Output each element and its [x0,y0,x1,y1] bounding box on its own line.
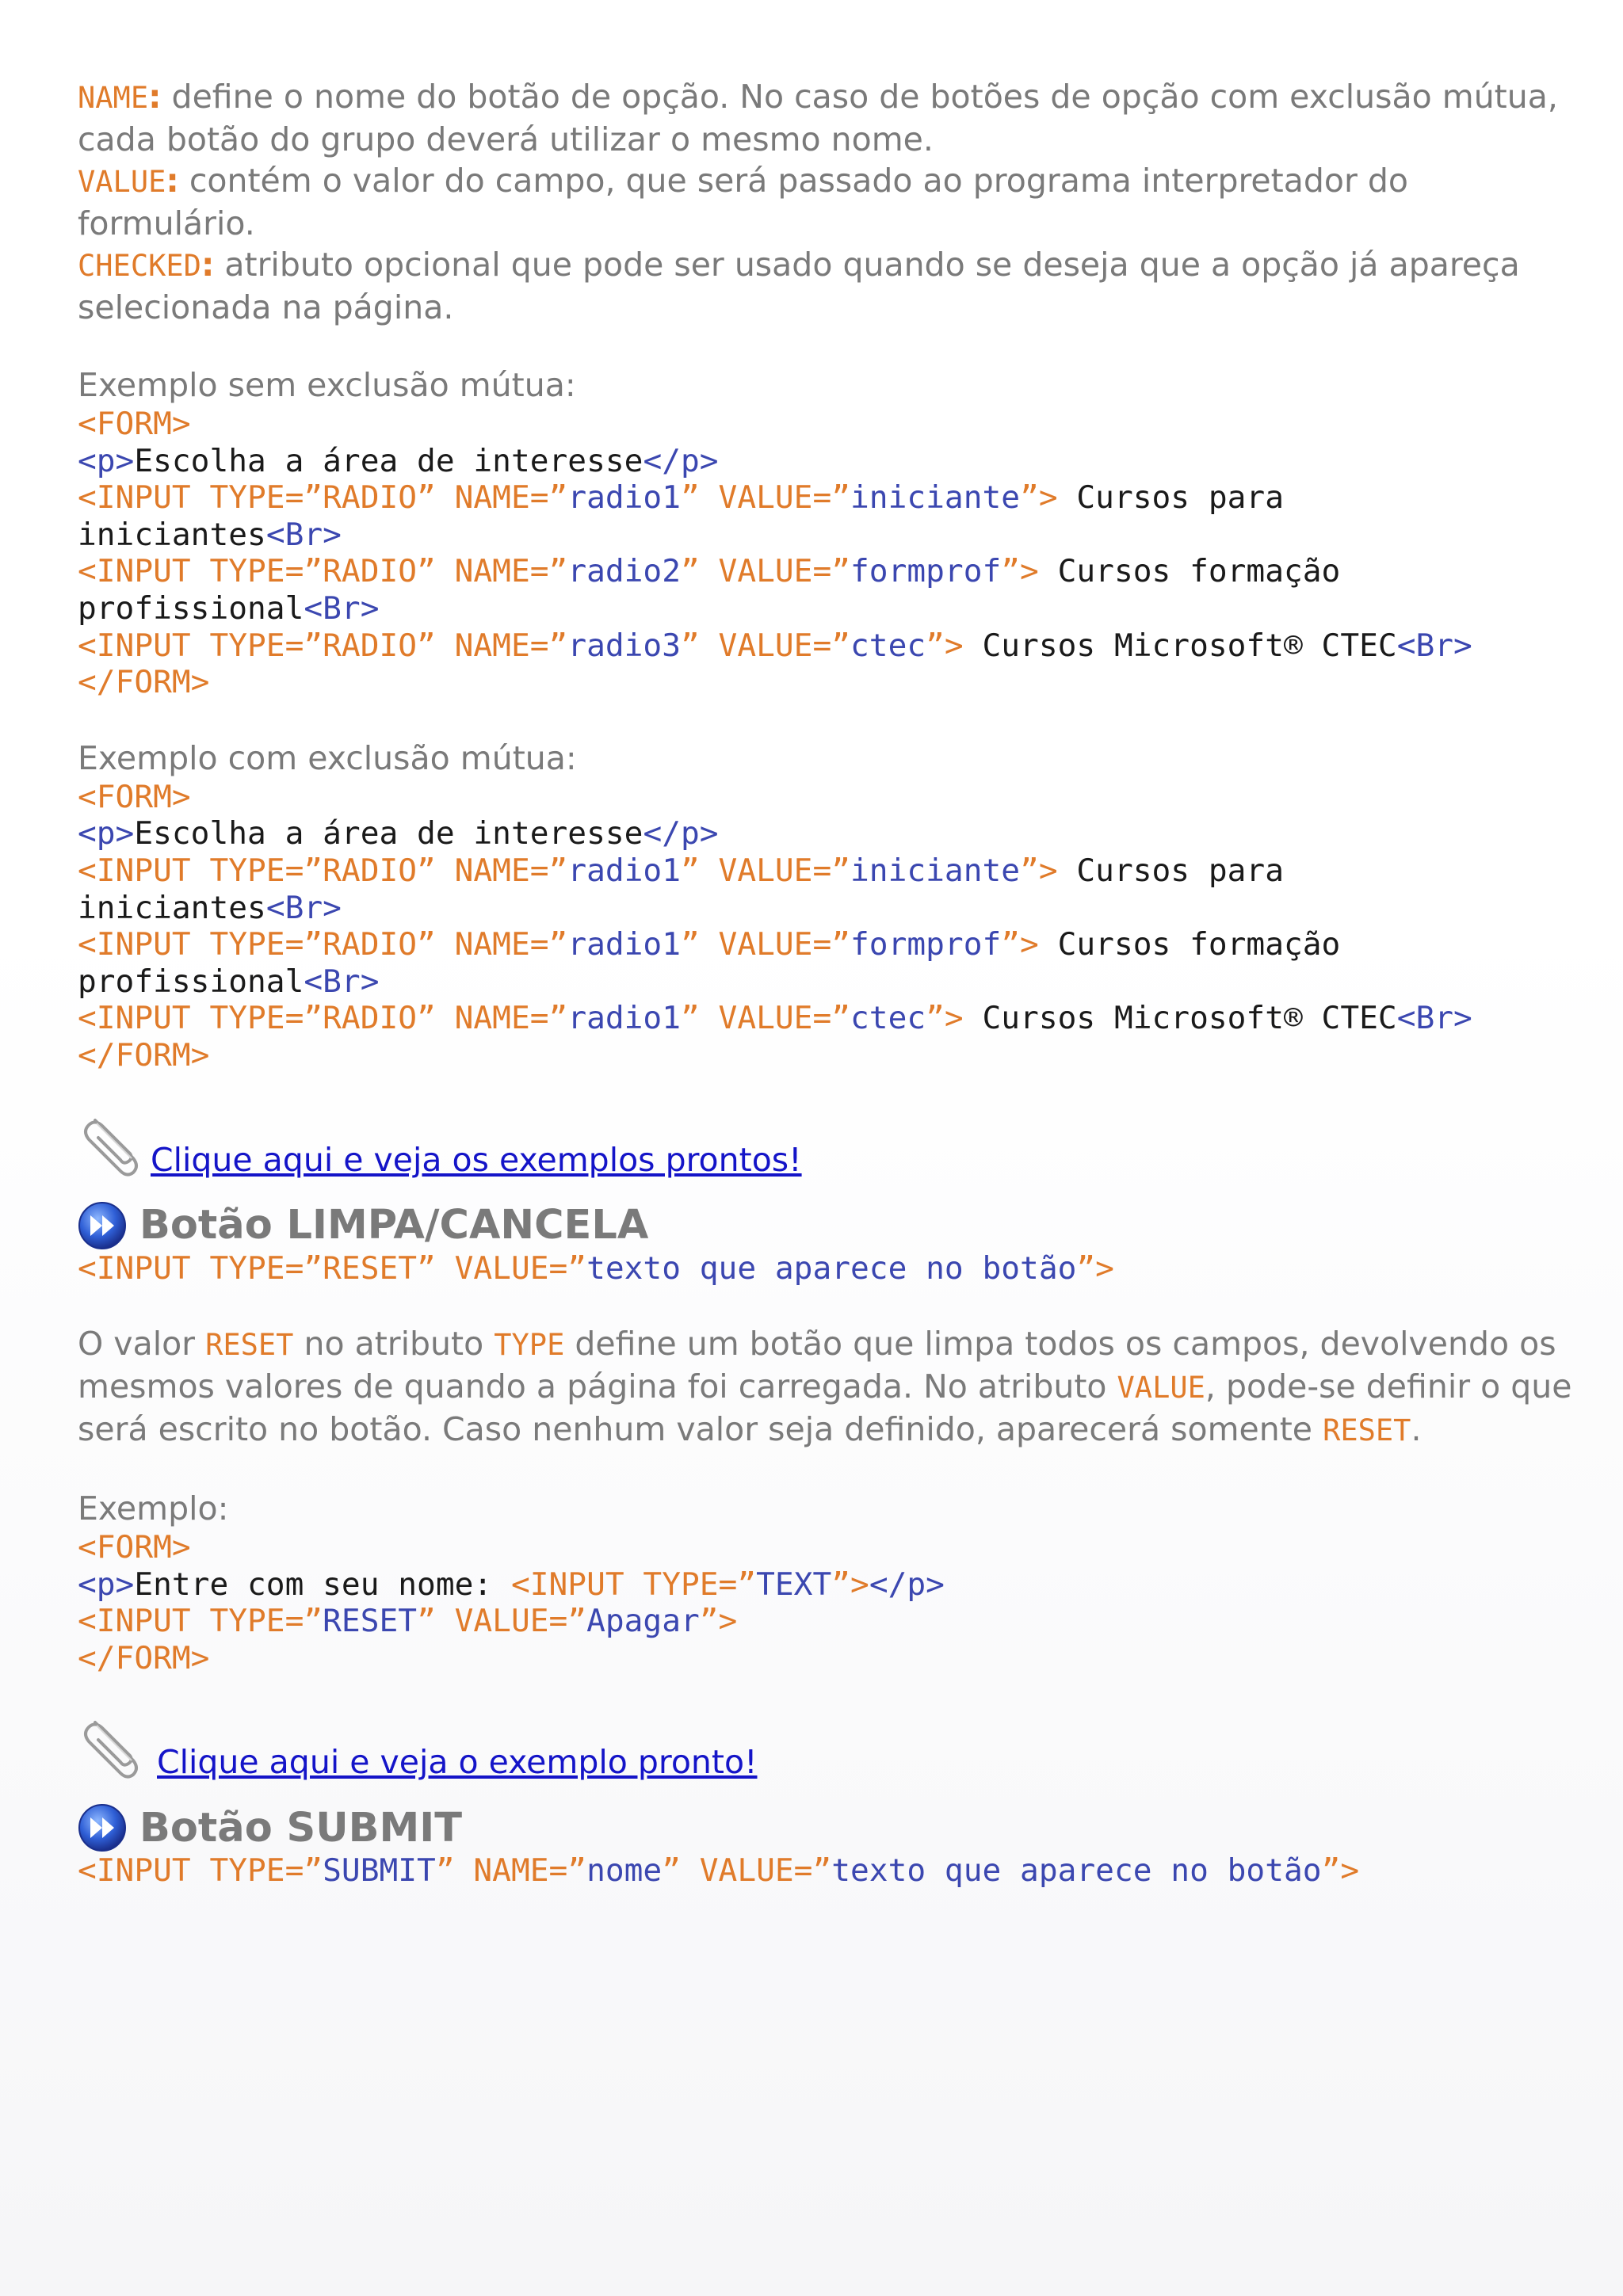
reset-section-heading [78,1201,1583,1250]
example2-code: <FORM> <p>Escolha a área de interesse</p> <INPUT TYPE=”RADIO” NAME=”radio1” VALUE=”iniciante”> Cursos para iniciantes<Br> <INPUT TYPE=”RADIO” NAME=”radio1” VALUE=”formprof”> Cursos formação profissional<Br> <INPUT TYPE=”RADIO” NAME=”radio1” VALUE=”ctec”> Cursos Microsoft® CTEC<Br> </FORM> [78,778,1472,1074]
value-keyword: VALUE [78,165,166,199]
examples-link[interactable]: Clique aqui e veja os exemplos prontos! [151,1140,802,1179]
submit-section-heading [78,1803,1583,1852]
reset-section-title: Botão LIMPA/CANCELA [139,1202,649,1249]
value-description: contém o valor do campo, que será passado ao programa interpretador do formulário. [78,162,1408,242]
reset-syntax: <INPUT TYPE=”RESET” VALUE=”texto que aparece no botão”> [78,1249,1114,1287]
checked-description: atributo opcional que pode ser usado quando se deseja que a opção já apareça selecionada na página. [78,246,1520,326]
example1-title: Exemplo sem exclusão mútua: [78,366,576,404]
attr-definitions: NAME: define o nome do botão de opção. No caso de botões de opção com exclusão mútua, cada botão do grupo deverá utilizar o mesmo nome. VALUE: contém o valor do campo, que será passado ao programa interpretador do formulário. CHECKED: atributo opcional que pode ser usado quando se deseja que a opção já apareça selecionada na página. [78,78,1558,326]
submit-section-title: Botão SUBMIT [139,1804,463,1852]
example-link-row [78,1708,1583,1781]
paperclip-icon [78,1711,146,1781]
name-description: define o nome do botão de opção. No caso de botões de opção com exclusão mútua, cada botão do grupo deverá utilizar o mesmo nome. [78,78,1558,158]
submit-syntax: <INPUT TYPE=”SUBMIT” NAME=”nome” VALUE=”texto que aparece no botão”> [78,1852,1360,1890]
paperclip-icon [78,1109,146,1179]
example2-title: Exemplo com exclusão mútua: [78,738,577,777]
examples-link-row [78,1106,1583,1179]
fast-forward-icon [78,1201,127,1250]
document-content [78,76,1583,1890]
reset-description: O valor RESET no atributo TYPE define um botão que limpa todos os campos, devolvendo os mesmos valores de quando a página foi carregada. No atributo VALUE, pode-se definir o que será escrito no botão. Caso nenhum valor seja definido, aparecerá somente RESET. [78,1325,1572,1449]
example1-code: <FORM> <p>Escolha a área de interesse</p> <INPUT TYPE=”RADIO” NAME=”radio1” VALUE=”iniciante”> Cursos para iniciantes<Br> <INPUT TYPE=”RADIO” NAME=”radio2” VALUE=”formprof”> Cursos formação profissional<Br> <INPUT TYPE=”RADIO” NAME=”radio3” VALUE=”ctec”> Cursos Microsoft® CTEC<Br> </FORM> [78,406,1472,701]
fast-forward-icon [78,1803,127,1852]
checked-keyword: CHECKED [78,249,201,283]
example-link[interactable]: Clique aqui e veja o exemplo pronto! [157,1743,758,1782]
reset-example-title: Exemplo: [78,1489,229,1528]
name-keyword: NAME [78,81,149,115]
reset-example-code: <FORM> <p>Entre com seu nome: <INPUT TYPE=”TEXT”></p> <INPUT TYPE=”RESET” VALUE=”Apagar”> </FORM> [78,1529,945,1676]
